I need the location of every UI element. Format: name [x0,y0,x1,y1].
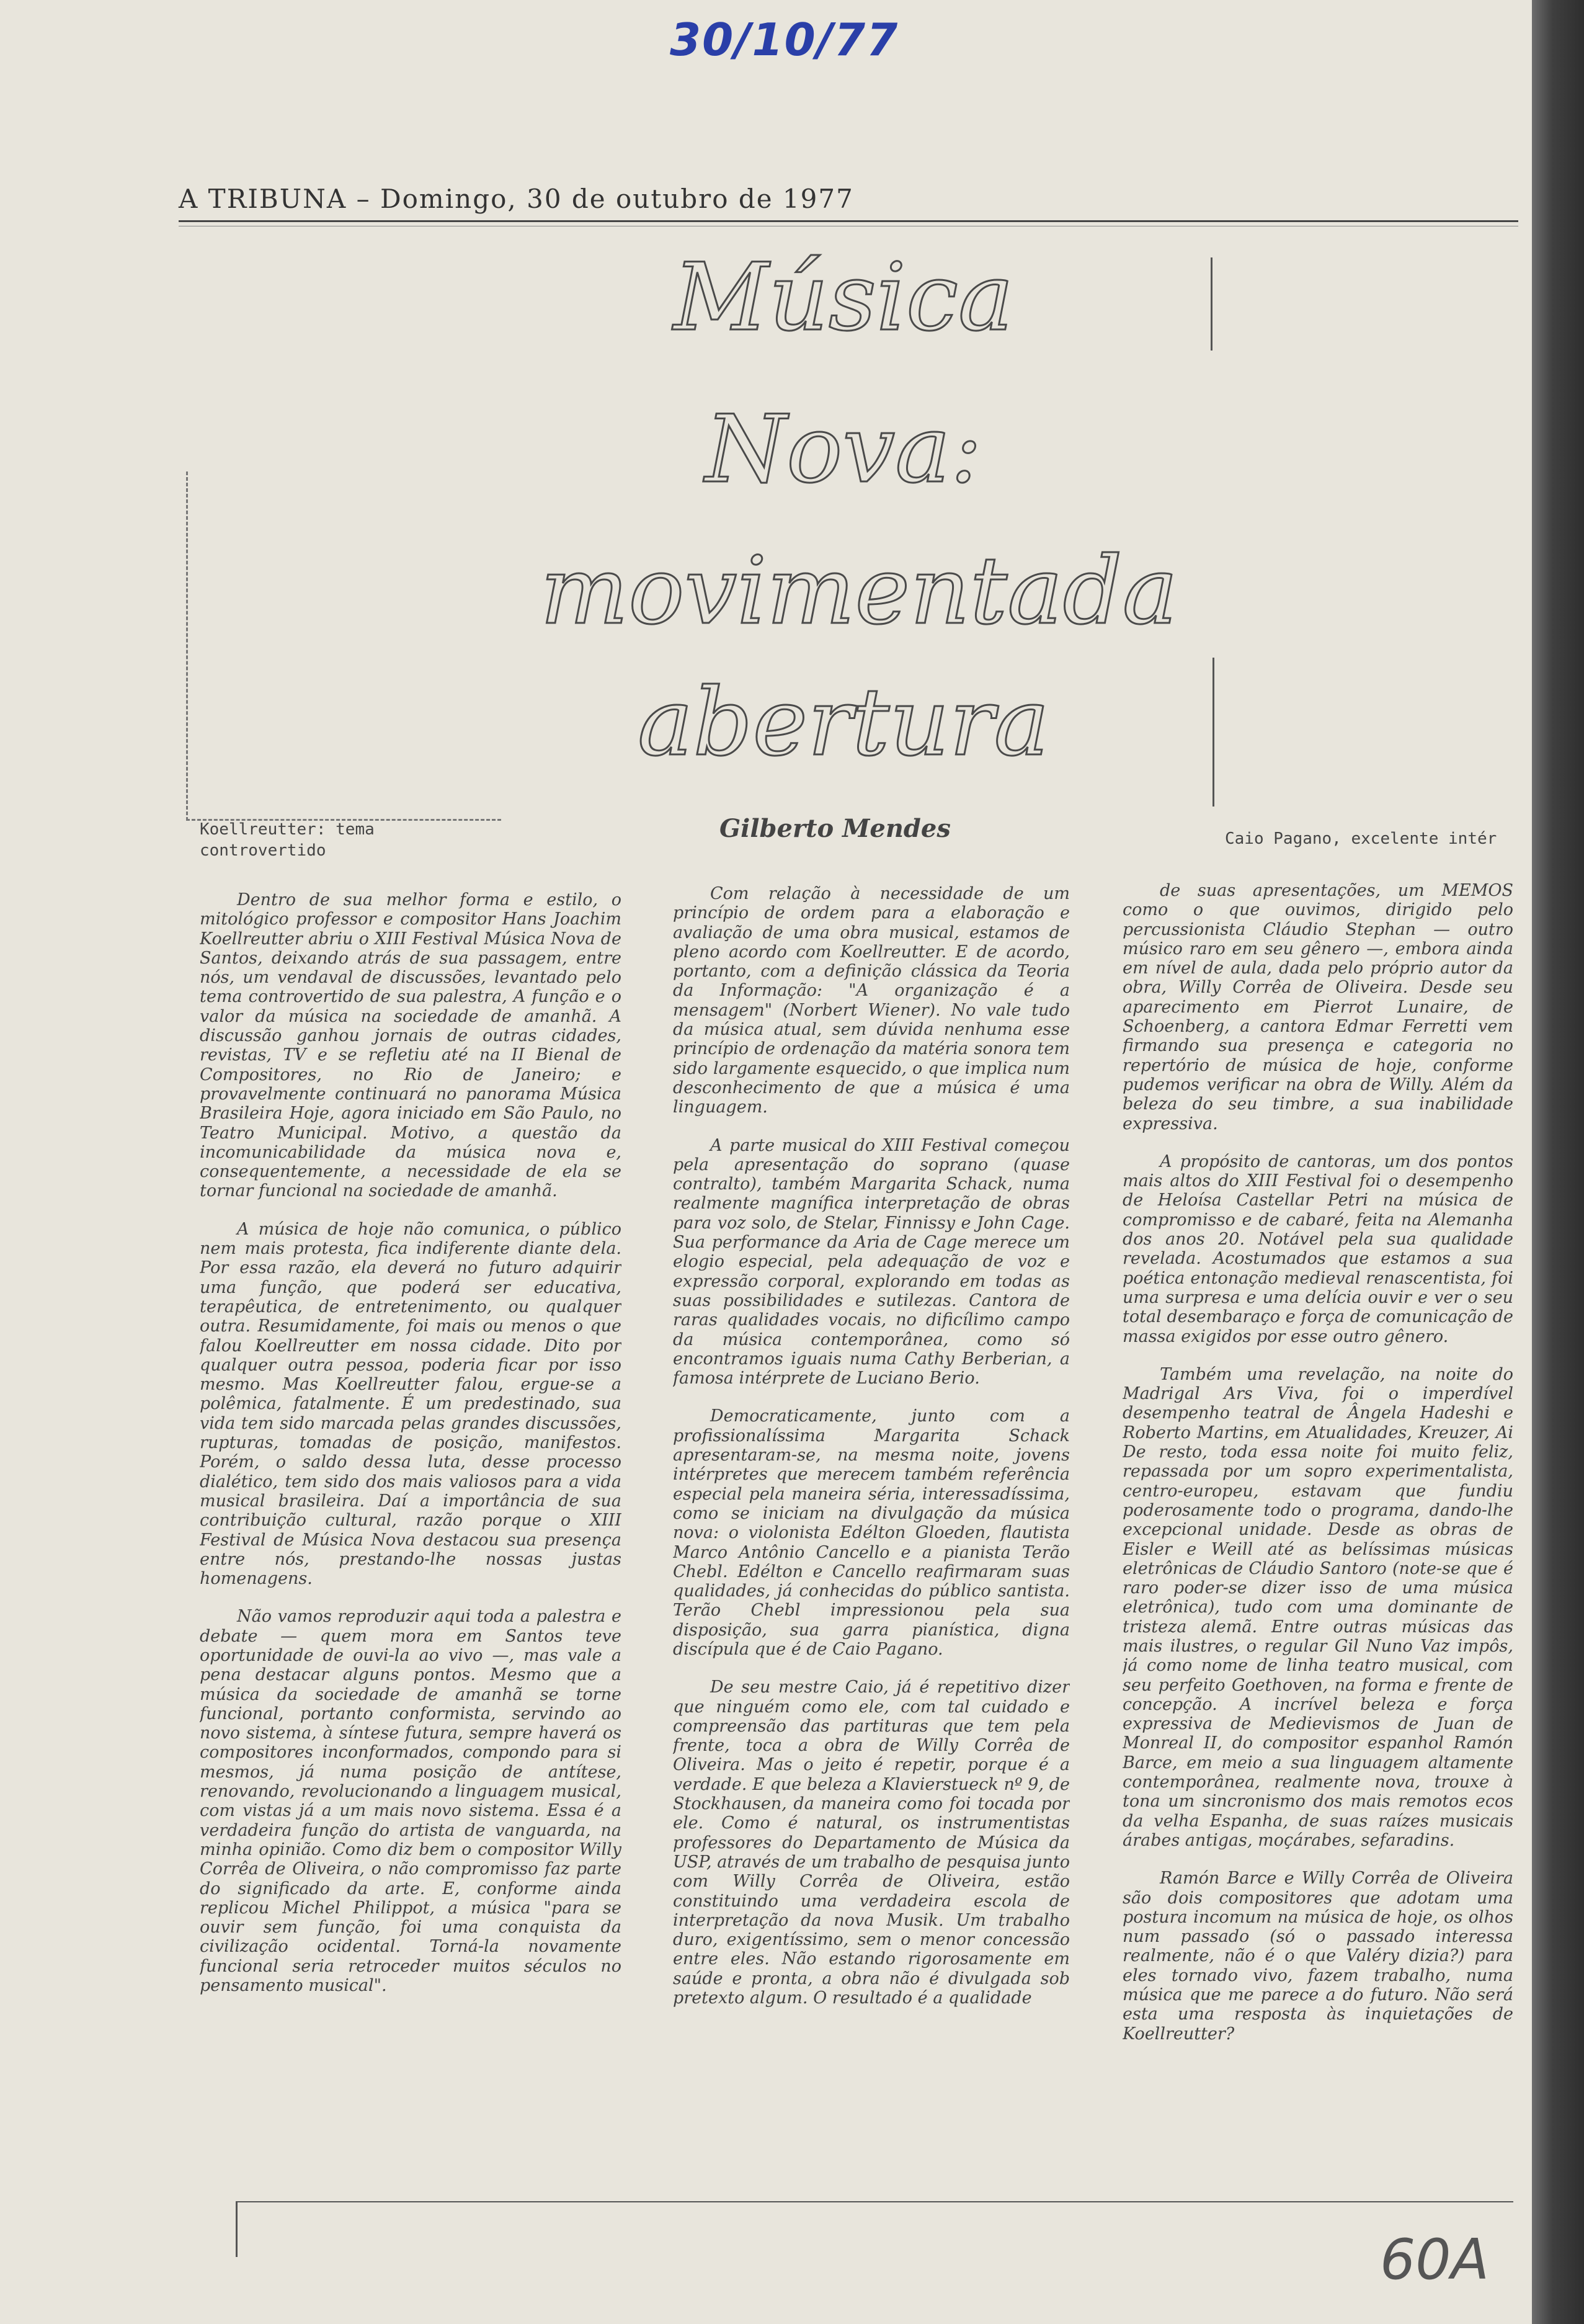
paragraph: Democraticamente, junto com a profissionalíssima Margarita Schack apresentaram-se, na mesma noite, jovens intérpretes que merecem também referência especial pela maneira séria, interessadíssima, como se iniciam na divulgação da música nova: o violonista Edélton Gloeden, flautista Marco Antônio Cancello e a pianista Terão Chebl. Edélton e Cancello reafirmaram suas qualidades, já conhecidas do público santista. Terão Chebl impressionou pela sua disposição, sua garra pianística, digna discípula que é de Caio Pagano. [673,1406,1070,1659]
photo-crop-mark-right [1212,658,1214,807]
headline-line-1: Música [673,244,1014,352]
handwritten-date: 30/10/77 [670,14,899,66]
paragraph: De seu mestre Caio, já é repetitivo dizer que ninguém como ele, com tal cuidado e compreensão das partituras que tem pela frente, toca a obra de Willy Corrêa de Oliveira. Mas o jeito é repetir, porque é a verdade. E que beleza a Klavierstueck nº 9, de Stockhausen, da maneira como foi tocada por ele. Como é natural, os instrumentistas professores do Departamento de Música da USP, através de um trabalho de pesquisa junto com Willy Corrêa de Oliveira, estão constituindo uma verdadeira escola de interpretação da nova Musik. Um trabalho duro, exigentíssimo, sem o menor concessão entre eles. Não estando rigorosamente em saúde e pronta, a obra não é divulgada sob pretexto algum. O resultado é a qualidade [673,1678,1070,2008]
scan-edge-shadow [1532,0,1584,2324]
headline-line-3: movimentada [540,537,1178,645]
paragraph: Não vamos reproduzir aqui toda a palestra e debate — quem mora em Santos teve oportunidade de ouvi-la ao vivo —, mas vale a pena destacar alguns pontos. Mesmo que a música da sociedade de amanhã se torne funcional, portanto conformista, servindo ao novo sistema, à síntese futura, sempre haverá os compositores inconformados, compondo para si mesmos, já numa posição de antítese, renovando, revolucionando a linguagem musical, com vistas já a um mais novo sistema. Essa é a verdadeira função do artista de vanguarda, na minha opinião. Como diz bem o compositor Willy Corrêa de Oliveira, o não compromisso faz parte do significado da arte. E, conforme ainda replicou Michel Philippot, a música "para se ouvir sem função, foi uma conquista da civilização ocidental. Torná-la novamente funcional seria retroceder muitos séculos no pensamento musical". [200,1607,621,1996]
headline-line-2: Nova: [705,396,982,504]
bottom-left-bracket [236,2201,238,2257]
photo-crop-mark [1211,257,1212,351]
masthead: A TRIBUNA – Domingo, 30 de outubro de 1977 [179,184,854,214]
paragraph: A parte musical do XIII Festival começou pela apresentação do soprano (quase contralto), também Margarita Schack, numa realmente magnífica interpretação de obras para voz solo, de Stelar, Finnissy e John Cage. Sua performance da Aria de Cage merece um elogio especial, pela adequação de voz e expressão corporal, explorando em todas as suas possibilidades e sutilezas. Cantora de raras qualidades vocais, no dificílimo campo da música contemporânea, como só encontramos iguais numa Cathy Berberian, a famosa intérprete de Luciano Berio. [673,1135,1070,1388]
bottom-rule [236,2201,1513,2202]
article-column-1 [200,890,621,2171]
masthead-rule [179,220,1518,222]
photo-caption-right: Caio Pagano, excelente intér [1225,829,1497,848]
photo-caption-left: Koellreutter: tema controvertido [200,820,375,860]
paragraph: Também uma revelação, na noite do Madrigal Ars Viva, foi o imperdível desempenho teatral de Ângela Hadeshi e Roberto Martins, em Atualidades, Kreuzer, Ai De resto, toda essa noite foi muito feliz, repassada por um sopro experimentalista, centro-europeu, estavam que fundiu poderosamente todo o programa, dando-lhe excepcional unidade. Desde as obras de Eisler e Weill até as belíssimas músicas eletrônicas de Cláudio Santoro (note-se que é raro poder-se dizer isso de uma música eletrônica), tudo com uma dominante de tristeza alemã. Entre outras músicas das mais ilustres, o regular Gil Nuno Vaz impôs, já como nome de linha teatro musical, com seu perfeito Goethoven, na forma e frente de concepção. A incrível beleza e força expressiva de Medievismos de Juan de Monreal II, do compositor espanhol Ramón Barce, em meio a sua linguagem altamente contemporânea, realmente nova, trouxe à tona um sincronismo dos mais remotos ecos da velha Espanha, de suas raízes musicais árabes antigas, moçárabes, sefaradins. [1123,1364,1513,1850]
paragraph: A propósito de cantoras, um dos pontos mais altos do XIII Festival foi o desempenho de Heloísa Castellar Petri na música de compromisso e de cabaré, feita na Alemanha dos anos 20. Notável pela sua qualidade revelada. Acostumados que estamos a sua poética entonação medieval renascentista, foi uma surpresa e uma delícia ouvir e ver o seu total desembaraço e força de comunicação de massa exigidos por esse outro gênero. [1123,1151,1513,1346]
handwritten-page-number: 60A [1380,2227,1490,2292]
paragraph: Dentro de sua melhor forma e estilo, o mitológico professor e compositor Hans Joachim Koellreutter abriu o XIII Festival Música Nova de Santos, deixando atrás de sua passagem, entre nós, um vendaval de discussões, levantado pelo tema controvertido de sua palestra, A função e o valor da música na sociedade de amanhã. A discussão ganhou jornais de outras cidades, revistas, TV e se refletiu até na II Bienal de Compositores, no Rio de Janeiro; e provavelmente continuará no panorama Música Brasileira Hoje, agora iniciado em São Paulo, no Teatro Municipal. Motivo, a questão da incomunicabilidade da música nova e, consequentemente, a necessidade de ela se tornar funcional na sociedade de amanhã. [200,890,621,1201]
headline-line-4: abertura [638,669,1049,777]
paragraph: Ramón Barce e Willy Corrêa de Oliveira são dois compositores que adotam uma postura incomum na música de hoje, os olhos num passado (só o passado interessa realmente, não é o que Valéry dizia?) para eles tornado vivo, fazem trabalho, numa música que me parece a do futuro. Não será esta uma resposta às inquietações de Koellreutter? [1123,1869,1513,2044]
photo-placeholder [186,472,501,821]
article-column-3 [1123,881,1513,2162]
paragraph: de suas apresentações, um MEMOS como o que ouvimos, dirigido pelo percussionista Cláudio Stephan — outro músico raro em seu gênero —, embora ainda em nível de aula, dada pelo próprio autor da obra, Willy Corrêa de Oliveira. Desde seu aparecimento em Pierrot Lunaire, de Schoenberg, a cantora Edmar Ferretti vem firmando sua presença e categoria no repertório de música de hoje, conforme pudemos verificar na obra de Willy. Além da beleza do seu timbre, a sua inabilidade expressiva. [1123,881,1513,1133]
byline: Gilberto Mendes [719,814,951,843]
paragraph: Com relação à necessidade de um princípio de ordem para a elaboração e avaliação de uma obra musical, estamos de pleno acordo com Koellreutter. E de acordo, portanto, com a definição clássica da Teoria da Informação: "A organização é a mensagem" (Norbert Wiener). No vale tudo da música atual, sem dúvida nenhuma esse princípio de ordenação da matéria sonora tem sido largamente esquecido, o que implica num desconhecimento de que a música é uma linguagem. [673,884,1070,1117]
paragraph: A música de hoje não comunica, o público nem mais protesta, fica indiferente diante dela. Por essa razão, ela deverá no futuro adquirir uma função, que poderá ser educativa, terapêutica, de entretenimento, ou qualquer outra. Resumidamente, foi mais ou menos o que falou Koellreutter em nossa cidade. Dito por qualquer outra pessoa, poderia ficar por isso mesmo. Mas Koellreutter falou, ergue-se a polêmica, fatalmente. É um predestinado, sua vida tem sido marcada pelas grandes discussões, rupturas, tomadas de posição, manifestos. Porém, o saldo dessa luta, desse processo dialético, tem sido dos mais valiosos para a vida musical brasileira. Daí a importância de sua contribuição cultural, razão porque o XIII Festival de Música Nova destacou sua presença entre nós, prestando-lhe nossas justas homenagens. [200,1219,621,1589]
article-column-2 [673,884,1070,2165]
